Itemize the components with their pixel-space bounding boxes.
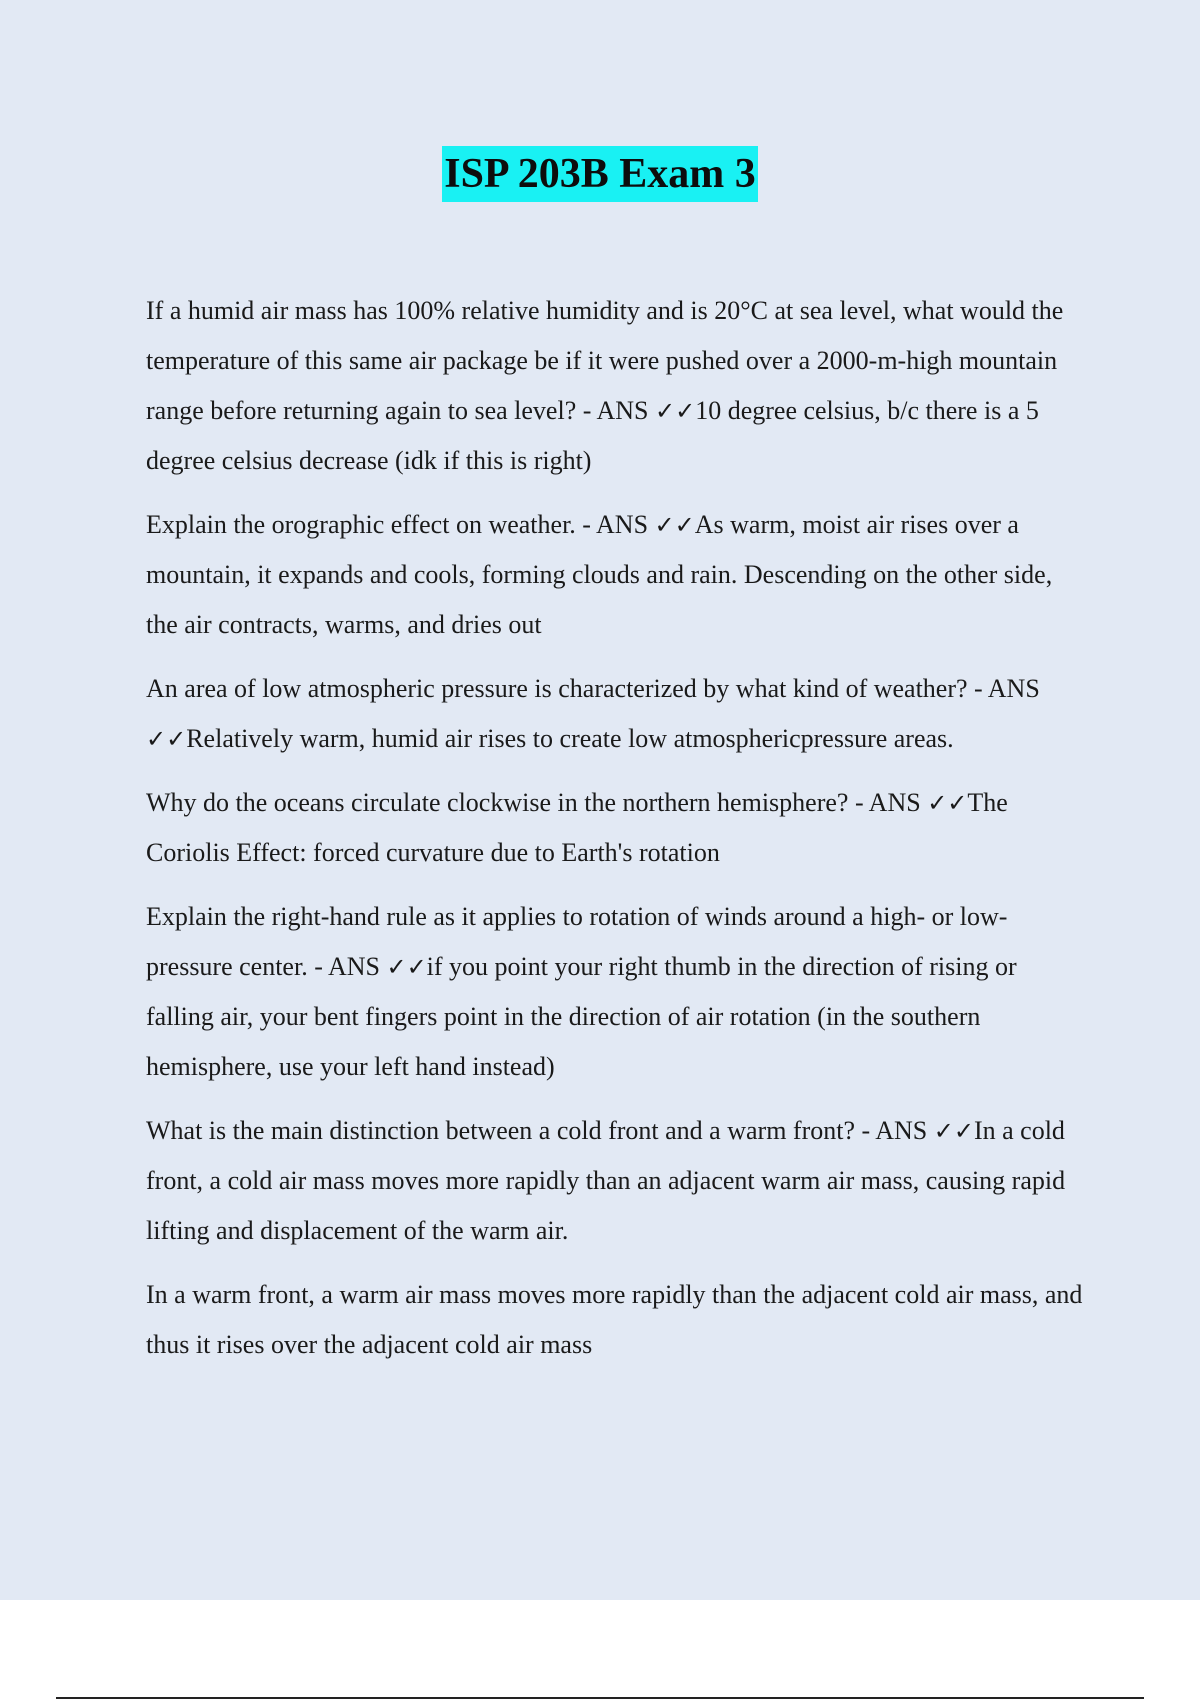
question-text: An area of low atmospheric pressure is characterized by what kind of weather? - <box>146 674 988 703</box>
qa-item <box>146 778 1086 878</box>
answer-continuation: In a warm front, a warm air mass moves more rapidly than the adjacent cold air mass, and thus it rises over the adjacent cold air mass <box>146 1280 1083 1359</box>
answer-text: if you point your right thumb in the direction of rising or falling air, your bent fingers point in the direction of air rotation (in the southern hemisphere, use your left hand instead) <box>146 952 1017 1081</box>
question-text: Why do the oceans circulate clockwise in the northern hemisphere? - <box>146 788 869 817</box>
qa-item <box>146 500 1086 650</box>
answer-text: 10 degree celsius, b/c there is a 5 degree celsius decrease (idk if this is right) <box>146 396 1039 475</box>
bottom-divider <box>56 1697 1144 1699</box>
qa-item <box>146 1106 1086 1256</box>
question-text: Explain the orographic effect on weather. - <box>146 510 597 539</box>
qa-item <box>146 892 1086 1092</box>
question-text: What is the main distinction between a cold front and a warm front? - <box>146 1116 876 1145</box>
checkmark-icon: ✓✓ <box>927 789 968 817</box>
qa-list <box>146 286 1086 1384</box>
answer-marker: ANS <box>596 510 649 539</box>
question-text: Explain the right-hand rule as it applies to rotation of winds around a high- or low-pressure center. - <box>146 902 1008 981</box>
question-text: If a humid air mass has 100% relative humidity and is 20°C at sea level, what would the temperature of this same air package be if it were pushed over a 2000-m-high mountain range before returning again to sea level? - <box>146 296 1064 425</box>
checkmark-icon: ✓✓ <box>146 725 187 753</box>
checkmark-icon: ✓✓ <box>654 397 696 425</box>
answer-marker: ANS <box>868 788 921 817</box>
answer-marker: ANS <box>987 674 1040 703</box>
answer-text: Relatively warm, humid air rises to create low atmosphericpressure areas. <box>186 724 954 753</box>
answer-text: As warm, moist air rises over a mountain, it expands and cools, forming clouds and rain. Descending on the other side, the air contracts, warms, and dries out <box>146 510 1053 639</box>
qa-item <box>146 664 1086 764</box>
checkmark-icon: ✓✓ <box>386 953 427 981</box>
answer-marker: ANS <box>327 952 380 981</box>
answer-marker: ANS <box>875 1116 928 1145</box>
answer-text: The Coriolis Effect: forced curvature due to Earth's rotation <box>146 788 1008 867</box>
document-title: ISP 203B Exam 3 <box>442 146 758 202</box>
checkmark-icon: ✓✓ <box>933 1117 974 1145</box>
answer-marker: ANS <box>596 396 649 425</box>
qa-item <box>146 286 1086 486</box>
answer-text: In a cold front, a cold air mass moves more rapidly than an adjacent warm air mass, causing rapid lifting and displacement of the warm air. <box>146 1116 1066 1245</box>
checkmark-icon: ✓✓ <box>654 511 695 539</box>
title-container <box>0 146 1200 202</box>
